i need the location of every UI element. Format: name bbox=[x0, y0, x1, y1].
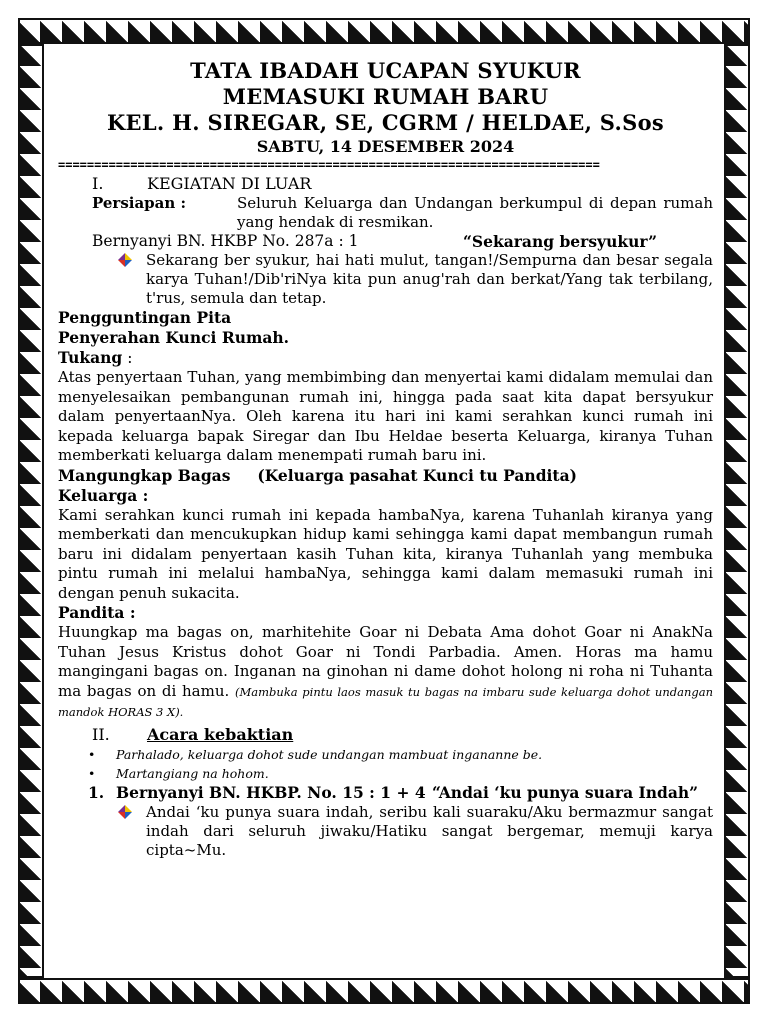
separator-line: =========================================================================== bbox=[58, 158, 600, 172]
penyerahan-heading: Penyerahan Kunci Rumah. bbox=[58, 328, 290, 347]
decorative-border-top bbox=[18, 18, 750, 44]
list-item bbox=[88, 764, 713, 783]
numbered-song-1 bbox=[88, 783, 713, 803]
list-item-text: Parhalado, keluarga dohot sude undangan mambuat ingananne be. bbox=[116, 746, 543, 762]
song-1-row bbox=[92, 232, 713, 251]
tukang-text: Atas penyertaan Tuhan, yang membimbing dan menyertai kami didalam memulai dan menyelesaikan pembangunan rumah ini, hingga pada saat kita dapat bersyukur dalam penyertaanNya. Oleh karena itu hari ini kami serahkan kunci rumah ini kepada keluarga bapak Siregar dan Ibu Heldae beserta Keluarga, kiranya Tuhan memberkati keluarga dalam menempati rumah baru ini. bbox=[58, 368, 713, 464]
document-title-family: KEL. H. SIREGAR, SE, CGRM / HELDAE, S.Sos bbox=[106, 110, 665, 135]
keluarga-text: Kami serahkan kunci rumah ini kepada hambaNya, karena Tuhanlah kiranya yang memberkati dan mencukupkan hidup kami sehingga kami dapat membangun rumah baru ini didalam penyertaan kasih Tuhan kita, kiranya Tuhanlah yang membuka pintu rumah ini melalui hambaNya, sehingga kami dalam memasuki rumah ini dengan penuh sukacita. bbox=[58, 505, 713, 602]
section-title: KEGIATAN DI LUAR bbox=[147, 174, 312, 193]
section-heading-2 bbox=[92, 725, 713, 745]
pandita-note: (Mambuka pintu laos masuk tu bagas na imbaru sude keluarga dohot undangan mandok HORAS 3 X). bbox=[58, 684, 713, 719]
pandita-paragraph bbox=[58, 623, 713, 723]
persiapan-label: Persiapan : bbox=[92, 194, 187, 212]
tukang-colon: : bbox=[122, 349, 133, 367]
mangungkap-heading: Mangungkap Bagas (Keluarga pasahat Kunci tu Pandita) bbox=[58, 465, 577, 485]
song-1-title: “Sekarang bersyukur” bbox=[463, 232, 657, 251]
section-number: I. bbox=[92, 174, 104, 193]
item-song-ref: Bernyanyi BN. HKBP. No. 15 : 1 + 4 bbox=[116, 782, 426, 802]
section-title-2: Acara kebaktian bbox=[147, 724, 294, 744]
pandita-label: Pandita : bbox=[58, 603, 136, 622]
list-item-text: Martangiang na hohom. bbox=[116, 765, 269, 781]
song-1-lyrics-text: Sekarang ber syukur, hai hati mulut, tangan!/Sempurna dan besar segala karya Tuhan!/Dib'riNya kita pun anug'rah dan berkat/Yang tak terbilang, t'rus, semula dan tetap. bbox=[146, 251, 713, 307]
document-date: SABTU, 14 DESEMBER 2024 bbox=[256, 137, 515, 156]
decorative-border-bottom bbox=[18, 978, 750, 1004]
song-1-lyrics bbox=[118, 251, 713, 308]
song-1-ref: Bernyanyi BN. HKBP No. 287a : 1 bbox=[92, 232, 359, 250]
decorative-border-left bbox=[18, 44, 44, 978]
pandita-text: Huungkap ma bagas on, marhitehite Goar ni Debata Ama dohot Goar ni AnakNa Tuhan Jesus Kristus dohot Goar ni Tondi Parbadia. Amen. Horas ma hamu mangingani bagas on. Inganan na ginohan ni dame dohot holong ni roha ni Tuhanta ma bagas on di hamu. bbox=[58, 623, 713, 700]
song-2-lyrics bbox=[118, 803, 713, 860]
persiapan-text: Seluruh Keluarga dan Undangan berkumpul di depan rumah yang hendak di resmikan. bbox=[237, 194, 713, 231]
item-number: 1. bbox=[88, 782, 105, 802]
persiapan-row bbox=[92, 194, 713, 232]
document-title-line-1: TATA IBADAH UCAPAN SYUKUR bbox=[190, 58, 581, 83]
list-item bbox=[88, 745, 713, 764]
keluarga-label: Keluarga : bbox=[58, 485, 149, 505]
section-number-2: II. bbox=[92, 724, 110, 744]
song-2-lyrics-text: Andai ‘ku punya suara indah, seribu kali suaraku/Aku bermazmur sangat indah dari seluruh jiwaku/Hatiku sangat bergemar, memuji karya cipta~Mu. bbox=[146, 802, 713, 859]
pengguntingan-heading: Pengguntingan Pita bbox=[58, 308, 232, 327]
colored-diamond-bullet-icon bbox=[118, 803, 146, 860]
colored-diamond-bullet-icon bbox=[118, 251, 146, 308]
item-song-title: “Andai ‘ku punya suara Indah” bbox=[432, 782, 699, 802]
tukang-label: Tukang bbox=[58, 348, 123, 367]
section-heading-1 bbox=[92, 174, 713, 194]
tukang-label-row bbox=[58, 348, 713, 368]
document-page bbox=[58, 58, 713, 860]
bullet-dot-icon: • bbox=[88, 746, 96, 762]
bullet-dot-icon: • bbox=[88, 765, 96, 781]
document-title-line-2: MEMASUKI RUMAH BARU bbox=[222, 84, 549, 109]
decorative-border-right bbox=[724, 44, 750, 978]
